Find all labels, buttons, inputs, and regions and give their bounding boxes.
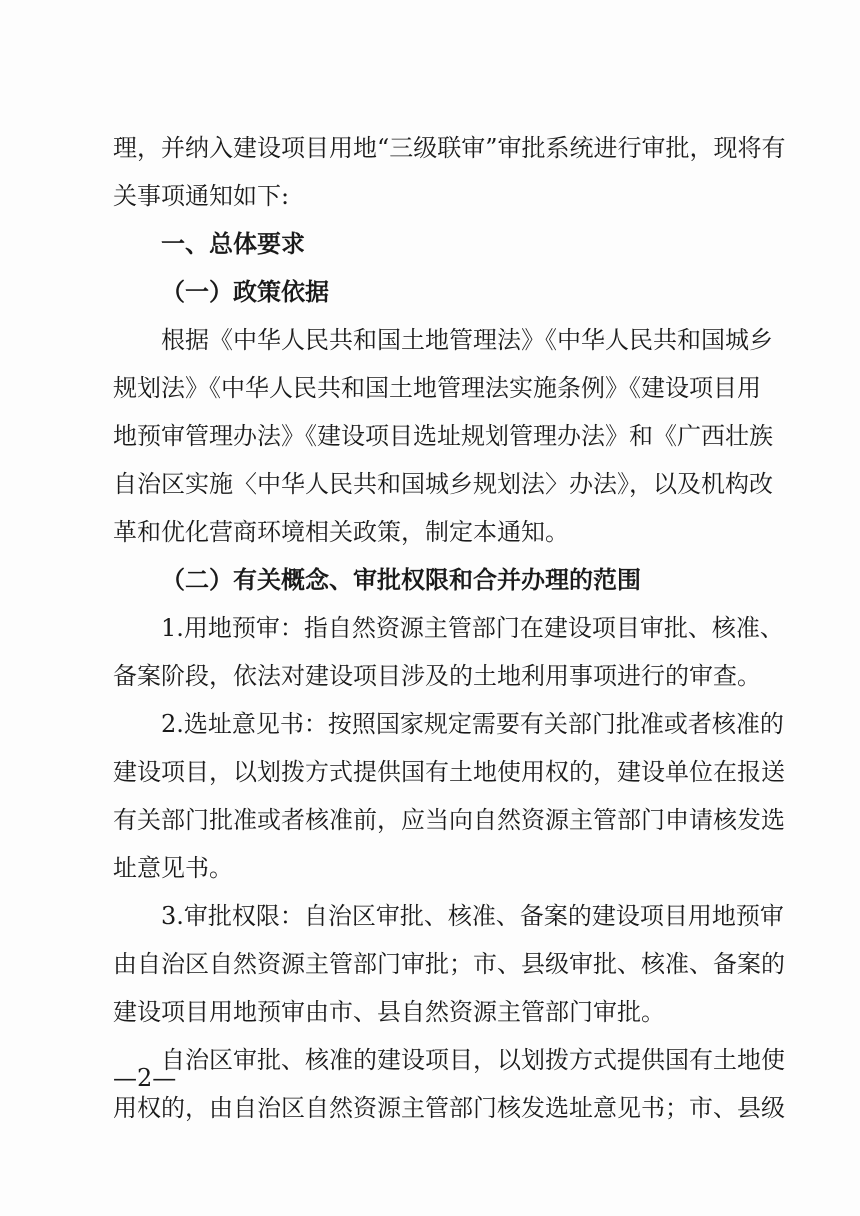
document-body bbox=[113, 124, 786, 1132]
body-line: 关事项通知如下: bbox=[113, 182, 290, 210]
subsection-heading: （二）有关概念、审批权限和合并办理的范围 bbox=[161, 565, 641, 594]
body-line: 2.选址意见书：按照国家规定需要有关部门批准或者核准的 bbox=[161, 710, 784, 738]
body-line: 3.审批权限：自治区审批、核准、备案的建设项目用地预审 bbox=[161, 902, 784, 930]
body-line: 根据《中华人民共和国土地管理法》《中华人民共和国城乡 bbox=[161, 326, 773, 354]
body-line: 自治区审批、核准的建设项目，以划拨方式提供国有土地使 bbox=[161, 1046, 785, 1074]
body-line: 规划法》《中华人民共和国土地管理法实施条例》《建设项目用 bbox=[113, 374, 761, 402]
subsection-heading: （一）政策依据 bbox=[161, 277, 329, 306]
body-line: 有关部门批准或者核准前，应当向自然资源主管部门申请核发选 bbox=[113, 806, 785, 834]
body-line: 址意见书。 bbox=[113, 854, 233, 882]
body-line: 地预审管理办法》《建设项目选址规划管理办法》和《广西壮族 bbox=[113, 422, 773, 450]
page-number: —2— bbox=[113, 1064, 177, 1092]
body-line: 建设项目，以划拨方式提供国有土地使用权的，建设单位在报送 bbox=[113, 758, 785, 786]
body-line: 用权的，由自治区自然资源主管部门核发选址意见书；市、县级 bbox=[113, 1094, 785, 1122]
body-line: 建设项目用地预审由市、县自然资源主管部门审批。 bbox=[113, 998, 665, 1026]
body-line: 理，并纳入建设项目用地“三级联审”审批系统进行审批，现将有 bbox=[113, 134, 786, 162]
body-line: 革和优化营商环境相关政策，制定本通知。 bbox=[113, 518, 569, 546]
section-heading: 一、总体要求 bbox=[161, 230, 305, 258]
body-line: 自治区实施〈中华人民共和国城乡规划法〉办法》，以及机构改 bbox=[113, 470, 773, 498]
body-line: 1.用地预审：指自然资源主管部门在建设项目审批、核准、 bbox=[161, 614, 784, 642]
body-line: 由自治区自然资源主管部门审批；市、县级审批、核准、备案的 bbox=[113, 950, 785, 978]
body-line: 备案阶段，依法对建设项目涉及的土地利用事项进行的审查。 bbox=[113, 662, 761, 690]
